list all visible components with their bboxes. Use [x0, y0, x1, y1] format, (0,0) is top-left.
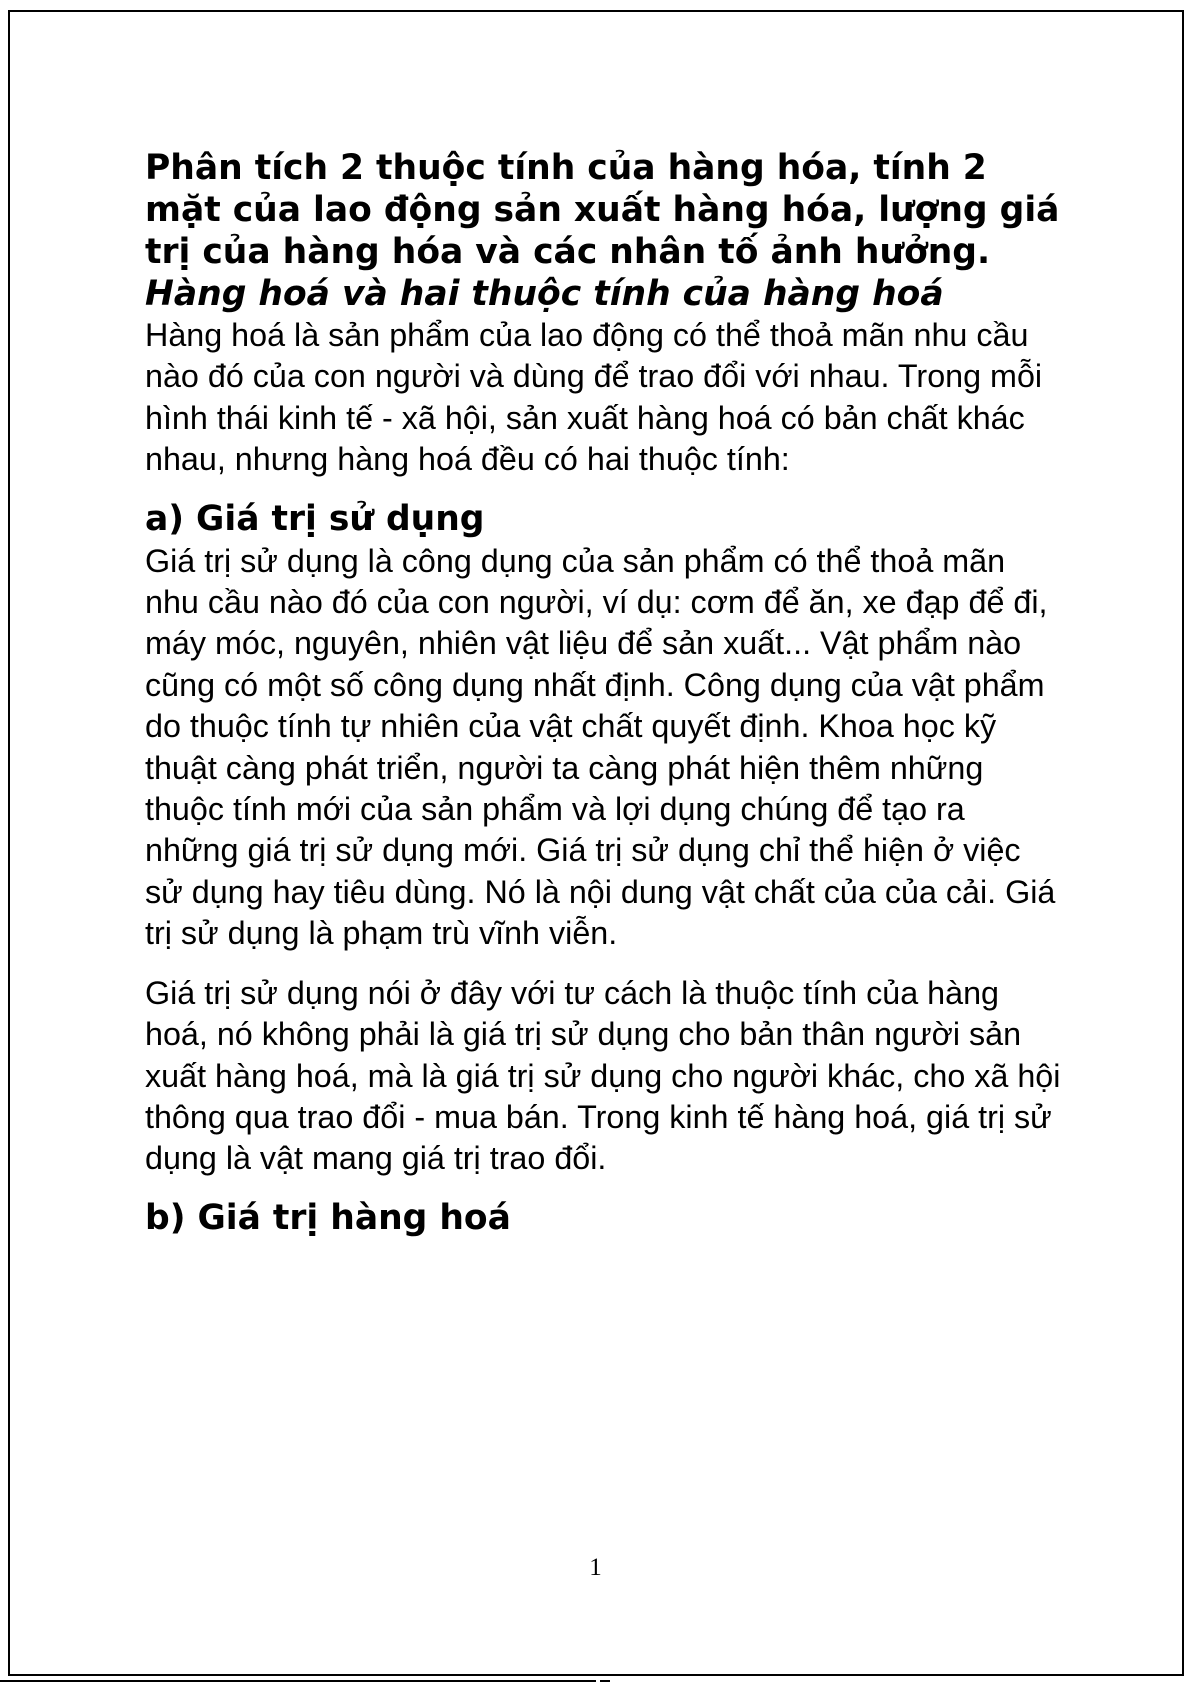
page-number: 1 [589, 1554, 602, 1581]
document-body [145, 147, 1065, 1240]
bottom-rule-mark [600, 1680, 610, 1682]
bottom-rule [0, 1680, 596, 1682]
subsection-a-paragraph-1: Giá trị sử dụng là công dụng của sản phẩm có thể thoả mãn nhu cầu nào đó của con người, ví dụ: cơm để ăn, xe đạp để đi, máy móc, nguyên, nhiên vật liệu để sản xuất... Vật phẩm nào cũng có một số công dụng nhất định. Công dụng của vật phẩm do thuộc tính tự nhiên của vật chất quyết định. Khoa học kỹ thuật càng phát triển, người ta càng phát hiện thêm những thuộc tính mới của sản phẩm và lợi dụng chúng để tạo ra những giá trị sử dụng mới. Giá trị sử dụng chỉ thể hiện ở việc sử dụng hay tiêu dùng. Nó là nội dung vật chất của của cải. Giá trị sử dụng là phạm trù vĩnh viễn. [145, 542, 1056, 952]
subsection-a-heading: a) Giá trị sử dụng [145, 498, 485, 539]
section-heading: Hàng hoá và hai thuộc tính của hàng hoá [145, 274, 944, 314]
document-title: Phân tích 2 thuộc tính của hàng hóa, tính 2 mặt của lao động sản xuất hàng hóa, lượng giá trị của hàng hóa và các nhân tố ảnh hưởng. [145, 148, 1060, 272]
subsection-a-paragraph-2: Giá trị sử dụng nói ở đây với tư cách là thuộc tính của hàng hoá, nó không phải là giá trị sử dụng cho bản thân người sản xuất hàng hoá, mà là giá trị sử dụng cho người khác, cho xã hội thông qua trao đổi - mua bán. Trong kinh tế hàng hoá, giá trị sử dụng là vật mang giá trị trao đổi. [145, 974, 1061, 1177]
subsection-b-heading: b) Giá trị hàng hoá [145, 1197, 511, 1238]
intro-paragraph: Hàng hoá là sản phẩm của lao động có thể thoả mãn nhu cầu nào đó của con người và dùng để trao đổi với nhau. Trong mỗi hình thái kinh tế - xã hội, sản xuất hàng hoá có bản chất khác nhau, nhưng hàng hoá đều có hai thuộc tính: [145, 317, 1043, 478]
